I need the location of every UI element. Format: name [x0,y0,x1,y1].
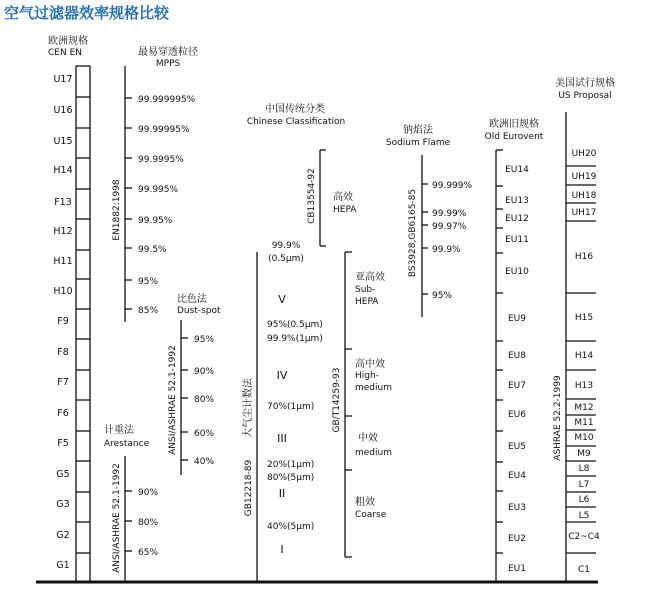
mpps-value: 99.95% [138,216,173,226]
eu-grade-label: H14 [53,165,73,176]
us-grade: UH17 [571,208,597,218]
eu-grade-label: G5 [56,469,70,480]
old-eurovent-grade: EU11 [505,235,529,245]
chinese-counting-value: 70%(1μm) [267,402,315,412]
mpps-value: 99.995% [138,185,179,195]
eu-grade-label: H12 [53,226,73,237]
chinese-counting-value: 80%(5μm) [267,473,315,483]
old-eurovent-grade: EU1 [508,564,526,574]
sodium-heading-cn: 钠焰法 [403,125,433,136]
arrestance-value: 80% [138,518,159,528]
chinese-class-highmedium-en: High- [355,371,379,381]
dust-spot-value: 60% [194,429,215,439]
chinese-roman-numeral: IV [276,369,288,382]
sodium-value: 99.9% [432,245,461,255]
eu-grade-label: F9 [57,316,69,327]
us-grade: H16 [574,252,594,262]
chinese-roman-numeral: V [278,293,286,306]
chinese-class-coarse-en: Coarse [355,510,387,520]
eu-grade-label: U16 [53,105,73,116]
us-heading-en: US Proposal [558,91,612,101]
old-eurovent-heading-en: Old Eurovent [484,132,544,142]
us-grade: C1 [577,565,591,575]
mpps-standard: EN1882:1998 [112,179,122,241]
chinese-roman-numeral: III [277,432,287,445]
us-standard: ASHRAE 52.2-1999 [553,375,563,461]
chinese-class-highmedium-cn: 高中效 [355,359,385,370]
eu-grade-label: U17 [53,74,73,85]
dust-spot-standard: ANSI/ASHRAE 52.1-1992 [168,345,178,455]
chinese-class-subhepa-en: Sub- [355,285,376,295]
eu-grade-label: F8 [57,347,69,358]
chinese-counting-value: 95%(0.5μm) [267,320,323,330]
eu-heading-en: CEN EN [48,48,82,58]
chinese-roman-numeral: II [278,487,286,500]
us-grade: M12 [574,403,594,413]
chinese-general-standard: GB/T14259-93 [332,367,342,433]
arrestance-heading-cn: 计重法 [104,425,134,436]
eu-heading-cn: 欧洲规格 [48,36,88,47]
us-grade: L6 [578,495,590,505]
chinese-roman-numeral: I [280,543,284,556]
chinese-class-subhepa-en2: HEPA [355,297,379,307]
us-grade: C2~C4 [568,532,600,542]
dust-spot-value: 90% [194,367,215,377]
chinese-class-coarse-cn: 粗效 [355,497,375,508]
old-eurovent-grade: EU5 [508,442,526,452]
chinese-class-subhepa-cn: 亚高效 [355,272,385,283]
dust-spot-heading-en: Dust-spot [177,306,221,316]
us-grade: UH20 [571,149,597,159]
eu-grade-label: F13 [54,197,72,208]
us-grade: H13 [574,381,594,391]
mpps-value: 95% [138,277,159,287]
arrestance-value: 65% [138,548,159,558]
us-grade: L5 [578,511,590,521]
us-grade: L8 [578,464,590,474]
sodium-standard: BS3928,GB6165-85 [408,188,418,278]
us-grade: M10 [574,433,594,443]
mpps-value: 99.9995% [138,155,184,165]
old-eurovent-grade: EU8 [508,351,526,361]
dust-spot-value: 95% [194,335,215,345]
old-eurovent-grade: EU12 [505,214,529,224]
us-grade: H15 [574,313,594,323]
chinese-class-highmedium-en2: medium [355,383,392,393]
eu-grade-label: H11 [53,256,73,267]
eu-grade-label: H10 [53,286,73,297]
chinese-counting-value: 20%(1μm) [267,460,315,470]
arrestance-heading-en: Arestance [104,439,150,449]
us-grade: H14 [574,351,594,361]
sodium-value: 99.99% [432,209,467,219]
old-eurovent-grade: EU14 [505,165,529,175]
chinese-hepa-standard: CB13554-92 [307,168,317,224]
chinese-counting-value: (0.5μm) [268,254,304,264]
us-grade: M9 [577,449,591,459]
chinese-heading-en: Chinese Classification [246,117,346,127]
chinese-counting-method: 大气尘计数法 [243,378,254,438]
page-title: 空气过滤器效率规格比较 [4,4,170,22]
old-eurovent-grade: EU3 [508,503,526,513]
us-grade: UH19 [571,172,597,182]
dust-spot-heading-cn: 比色法 [177,294,207,305]
chinese-class-medium-en: medium [355,448,392,458]
mpps-heading-cn: 最易穿透粒径 [138,47,198,58]
sodium-value: 95% [432,291,453,301]
old-eurovent-grade: EU7 [508,381,526,391]
old-eurovent-grade: EU4 [508,471,526,481]
sodium-value: 99.97% [432,222,467,232]
old-eurovent-grade: EU9 [508,314,526,324]
chinese-counting-standard: GB12218-89 [244,459,254,517]
eu-grade-label: F6 [57,408,69,419]
arrestance-value: 90% [138,488,159,498]
chinese-class-medium-cn: 中效 [358,433,378,444]
eu-grade-label: G2 [56,530,70,541]
mpps-value: 99.999995% [138,95,196,105]
chinese-counting-value: 99.9% [271,241,301,251]
mpps-value: 85% [138,306,159,316]
chinese-counting-value: 99.9%(1μm) [267,334,323,344]
us-grade: M11 [574,418,594,428]
mpps-value: 99.5% [138,245,167,255]
eu-grade-label: U15 [53,136,73,147]
mpps-heading-en: MPPS [155,59,181,69]
sodium-heading-en: Sodium Flame [385,138,451,148]
dust-spot-value: 40% [194,457,215,467]
us-grade: UH18 [571,191,597,201]
sodium-value: 99.999% [432,181,473,191]
mpps-value: 99.99995% [138,125,190,135]
us-heading-cn: 美国试行规格 [555,78,615,89]
chinese-class-hepa-en: HEPA [333,205,357,215]
chinese-counting-value: 40%(5μm) [267,522,315,532]
old-eurovent-heading-cn: 欧洲旧规格 [489,119,539,130]
dust-spot-value: 80% [194,395,215,405]
eu-grade-label: G3 [56,499,70,510]
arrestance-standard: ANSI/ASHRAE 52.1-1992 [112,463,122,573]
old-eurovent-grade: EU13 [505,196,529,206]
old-eurovent-grade: EU10 [505,267,529,277]
eu-grade-label: F5 [57,438,69,449]
chinese-heading-cn: 中国传统分类 [265,104,325,115]
eu-grade-label: F7 [57,377,69,388]
eu-grade-label: G1 [56,560,70,571]
old-eurovent-grade: EU2 [508,534,526,544]
us-grade: L7 [578,480,590,490]
old-eurovent-grade: EU6 [508,410,526,420]
chinese-class-hepa-cn: 高效 [333,192,353,203]
